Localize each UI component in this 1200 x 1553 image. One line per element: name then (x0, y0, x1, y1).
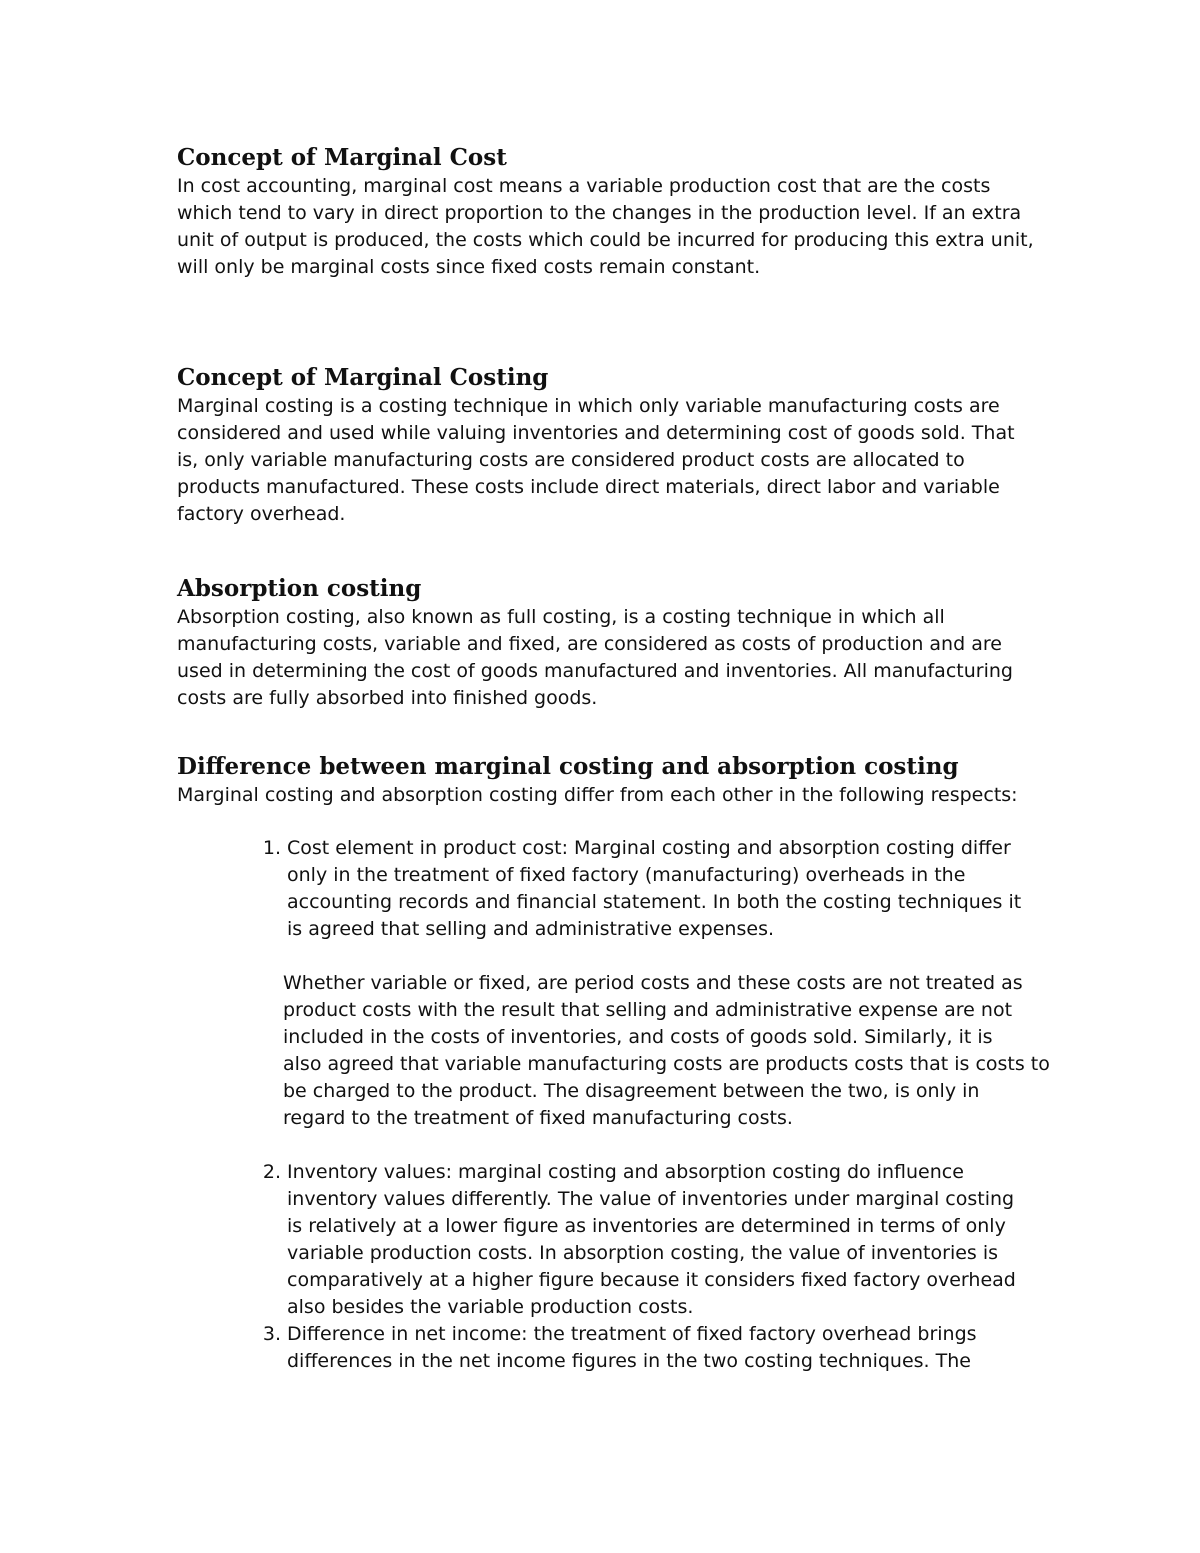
list-item-text (287, 1159, 1037, 1321)
text-line: is relatively at a lower figure as inventories are determined in terms of only (287, 1215, 1006, 1237)
heading-absorption-costing: Absorption costing (177, 575, 422, 602)
paragraph-marginal-cost (177, 173, 1037, 281)
text-line: product costs with the result that selling and administrative expense are not (283, 999, 1013, 1021)
list-number: 3. (262, 1323, 281, 1345)
text-line: is, only variable manufacturing costs are considered product costs are allocated to (177, 449, 965, 471)
list-item-text (287, 835, 1037, 943)
text-line: regard to the treatment of fixed manufacturing costs. (283, 1107, 793, 1129)
text-line: comparatively at a higher figure because it considers fixed factory overhead (287, 1269, 1016, 1291)
text-line: used in determining the cost of goods manufactured and inventories. All manufacturing (177, 660, 1013, 682)
text-line: will only be marginal costs since fixed costs remain constant. (177, 256, 761, 278)
text-line: which tend to vary in direct proportion to the changes in the production level. If an extra (177, 202, 1022, 224)
text-line: is agreed that selling and administrative expenses. (287, 918, 775, 940)
text-line: Whether variable or fixed, are period costs and these costs are not treated as (283, 972, 1023, 994)
text-line: Inventory values: marginal costing and absorption costing do influence (287, 1161, 964, 1183)
list-number: 1. (262, 837, 281, 859)
text-line: differences in the net income figures in the two costing techniques. The (287, 1350, 971, 1372)
paragraph-period-costs (283, 970, 1050, 1132)
heading-concept-of-marginal-costing: Concept of Marginal Costing (177, 364, 549, 391)
text-line: also agreed that variable manufacturing costs are products costs that is costs to (283, 1053, 1050, 1075)
document-body (177, 143, 1050, 1375)
text-line: variable production costs. In absorption costing, the value of inventories is (287, 1242, 999, 1264)
paragraph-difference-intro (177, 782, 1037, 809)
text-line: considered and used while valuing inventories and determining cost of goods sold. That (177, 422, 1015, 444)
text-line: In cost accounting, marginal cost means a variable production cost that are the costs (177, 175, 991, 197)
text-line: only in the treatment of fixed factory (manufacturing) overheads in the (287, 864, 966, 886)
text-line: Absorption costing, also known as full costing, is a costing technique in which all (177, 606, 945, 628)
text-line: unit of output is produced, the costs which could be incurred for producing this extra unit, (177, 229, 1034, 251)
list-number: 2. (262, 1161, 281, 1183)
text-line: Difference in net income: the treatment of fixed factory overhead brings (287, 1323, 977, 1345)
text-line: Cost element in product cost: Marginal costing and absorption costing differ (287, 837, 1011, 859)
text-line: included in the costs of inventories, and costs of goods sold. Similarly, it is (283, 1026, 993, 1048)
text-line: be charged to the product. The disagreement between the two, is only in (283, 1080, 980, 1102)
text-line: factory overhead. (177, 503, 346, 525)
text-line: accounting records and financial statement. In both the costing techniques it (287, 891, 1022, 913)
text-line: Marginal costing and absorption costing differ from each other in the following respects: (177, 784, 1018, 806)
text-line: also besides the variable production costs. (287, 1296, 694, 1318)
list-item-text (287, 1321, 1037, 1375)
heading-difference-marginal-absorption: Difference between marginal costing and absorption costing (177, 753, 959, 780)
text-line: costs are fully absorbed into finished goods. (177, 687, 598, 709)
text-line: Marginal costing is a costing technique in which only variable manufacturing costs are (177, 395, 1000, 417)
list-item-net-income (262, 1321, 1037, 1375)
list-item-inventory-values (262, 1159, 1037, 1321)
text-line: products manufactured. These costs include direct materials, direct labor and variable (177, 476, 1000, 498)
heading-concept-of-marginal-cost: Concept of Marginal Cost (177, 144, 507, 171)
text-line: inventory values differently. The value of inventories under marginal costing (287, 1188, 1015, 1210)
paragraph-marginal-costing (177, 393, 1037, 528)
text-line: manufacturing costs, variable and fixed, are considered as costs of production and are (177, 633, 1002, 655)
list-item-cost-element (262, 835, 1037, 943)
paragraph-absorption-costing (177, 604, 1037, 712)
